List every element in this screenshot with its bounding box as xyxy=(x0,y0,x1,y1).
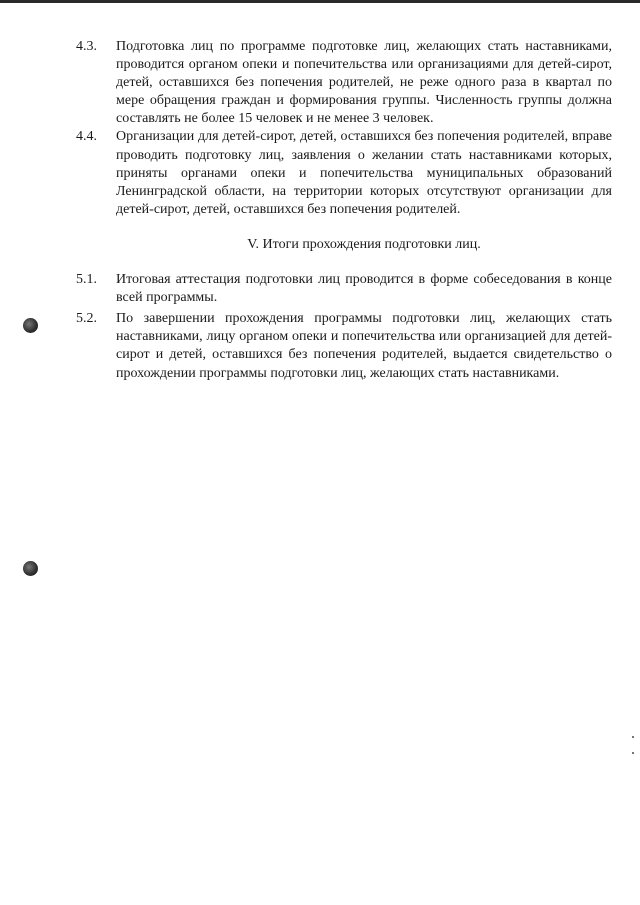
scan-speck xyxy=(632,736,634,738)
clause-text: Итоговая аттестация подготовки лиц проводится в форме собеседования в конце всей программы. xyxy=(116,272,612,306)
clause-number: 5.2. xyxy=(76,311,97,327)
clause-text: Подготовка лиц по программе подготовке лиц, желающих стать наставниками, проводится органом опеки и попечительства или организациями для детей-сирот, детей, оставшихся без попечения родителей, не реже одного раза в квартал по мере обращения граждан и формирования группы. Численность группы должна составлять не более 15 человек и не менее 3 человек. xyxy=(116,39,612,127)
page-top-edge xyxy=(0,0,640,3)
clause-5-2 xyxy=(76,310,612,382)
clause-number: 4.4. xyxy=(76,129,97,145)
scan-speck xyxy=(632,752,634,754)
clause-4-4 xyxy=(76,128,612,218)
clause-number: 4.3. xyxy=(76,39,97,54)
punch-hole-mark xyxy=(23,561,38,576)
clause-4-3 xyxy=(76,38,612,128)
clause-number: 5.1. xyxy=(76,272,97,288)
clause-text: По завершении прохождения программы подготовки лиц, желающих стать наставниками, лицу органом опеки и попечительства или организацией для детей-сирот и детей, оставшихся без попечения родителей, выдается свидетельство о прохождении программы подготовки лиц, желающих стать наставниками. xyxy=(116,311,612,381)
clause-5-1 xyxy=(76,271,612,307)
punch-hole-mark xyxy=(23,318,38,333)
document-body xyxy=(76,38,612,383)
clause-text: Организации для детей-сирот, детей, оставшихся без попечения родителей, вправе проводить подготовку лиц, заявления о желании стать наставниками которых, приняты органами опеки и попечительства муниципальных образований Ленинградской области, на территории которых отсутствуют организации для детей-сирот, детей, оставшихся без попечения родителей. xyxy=(116,129,612,217)
section-5-heading: V. Итоги прохождения подготовки лиц. xyxy=(247,236,481,252)
